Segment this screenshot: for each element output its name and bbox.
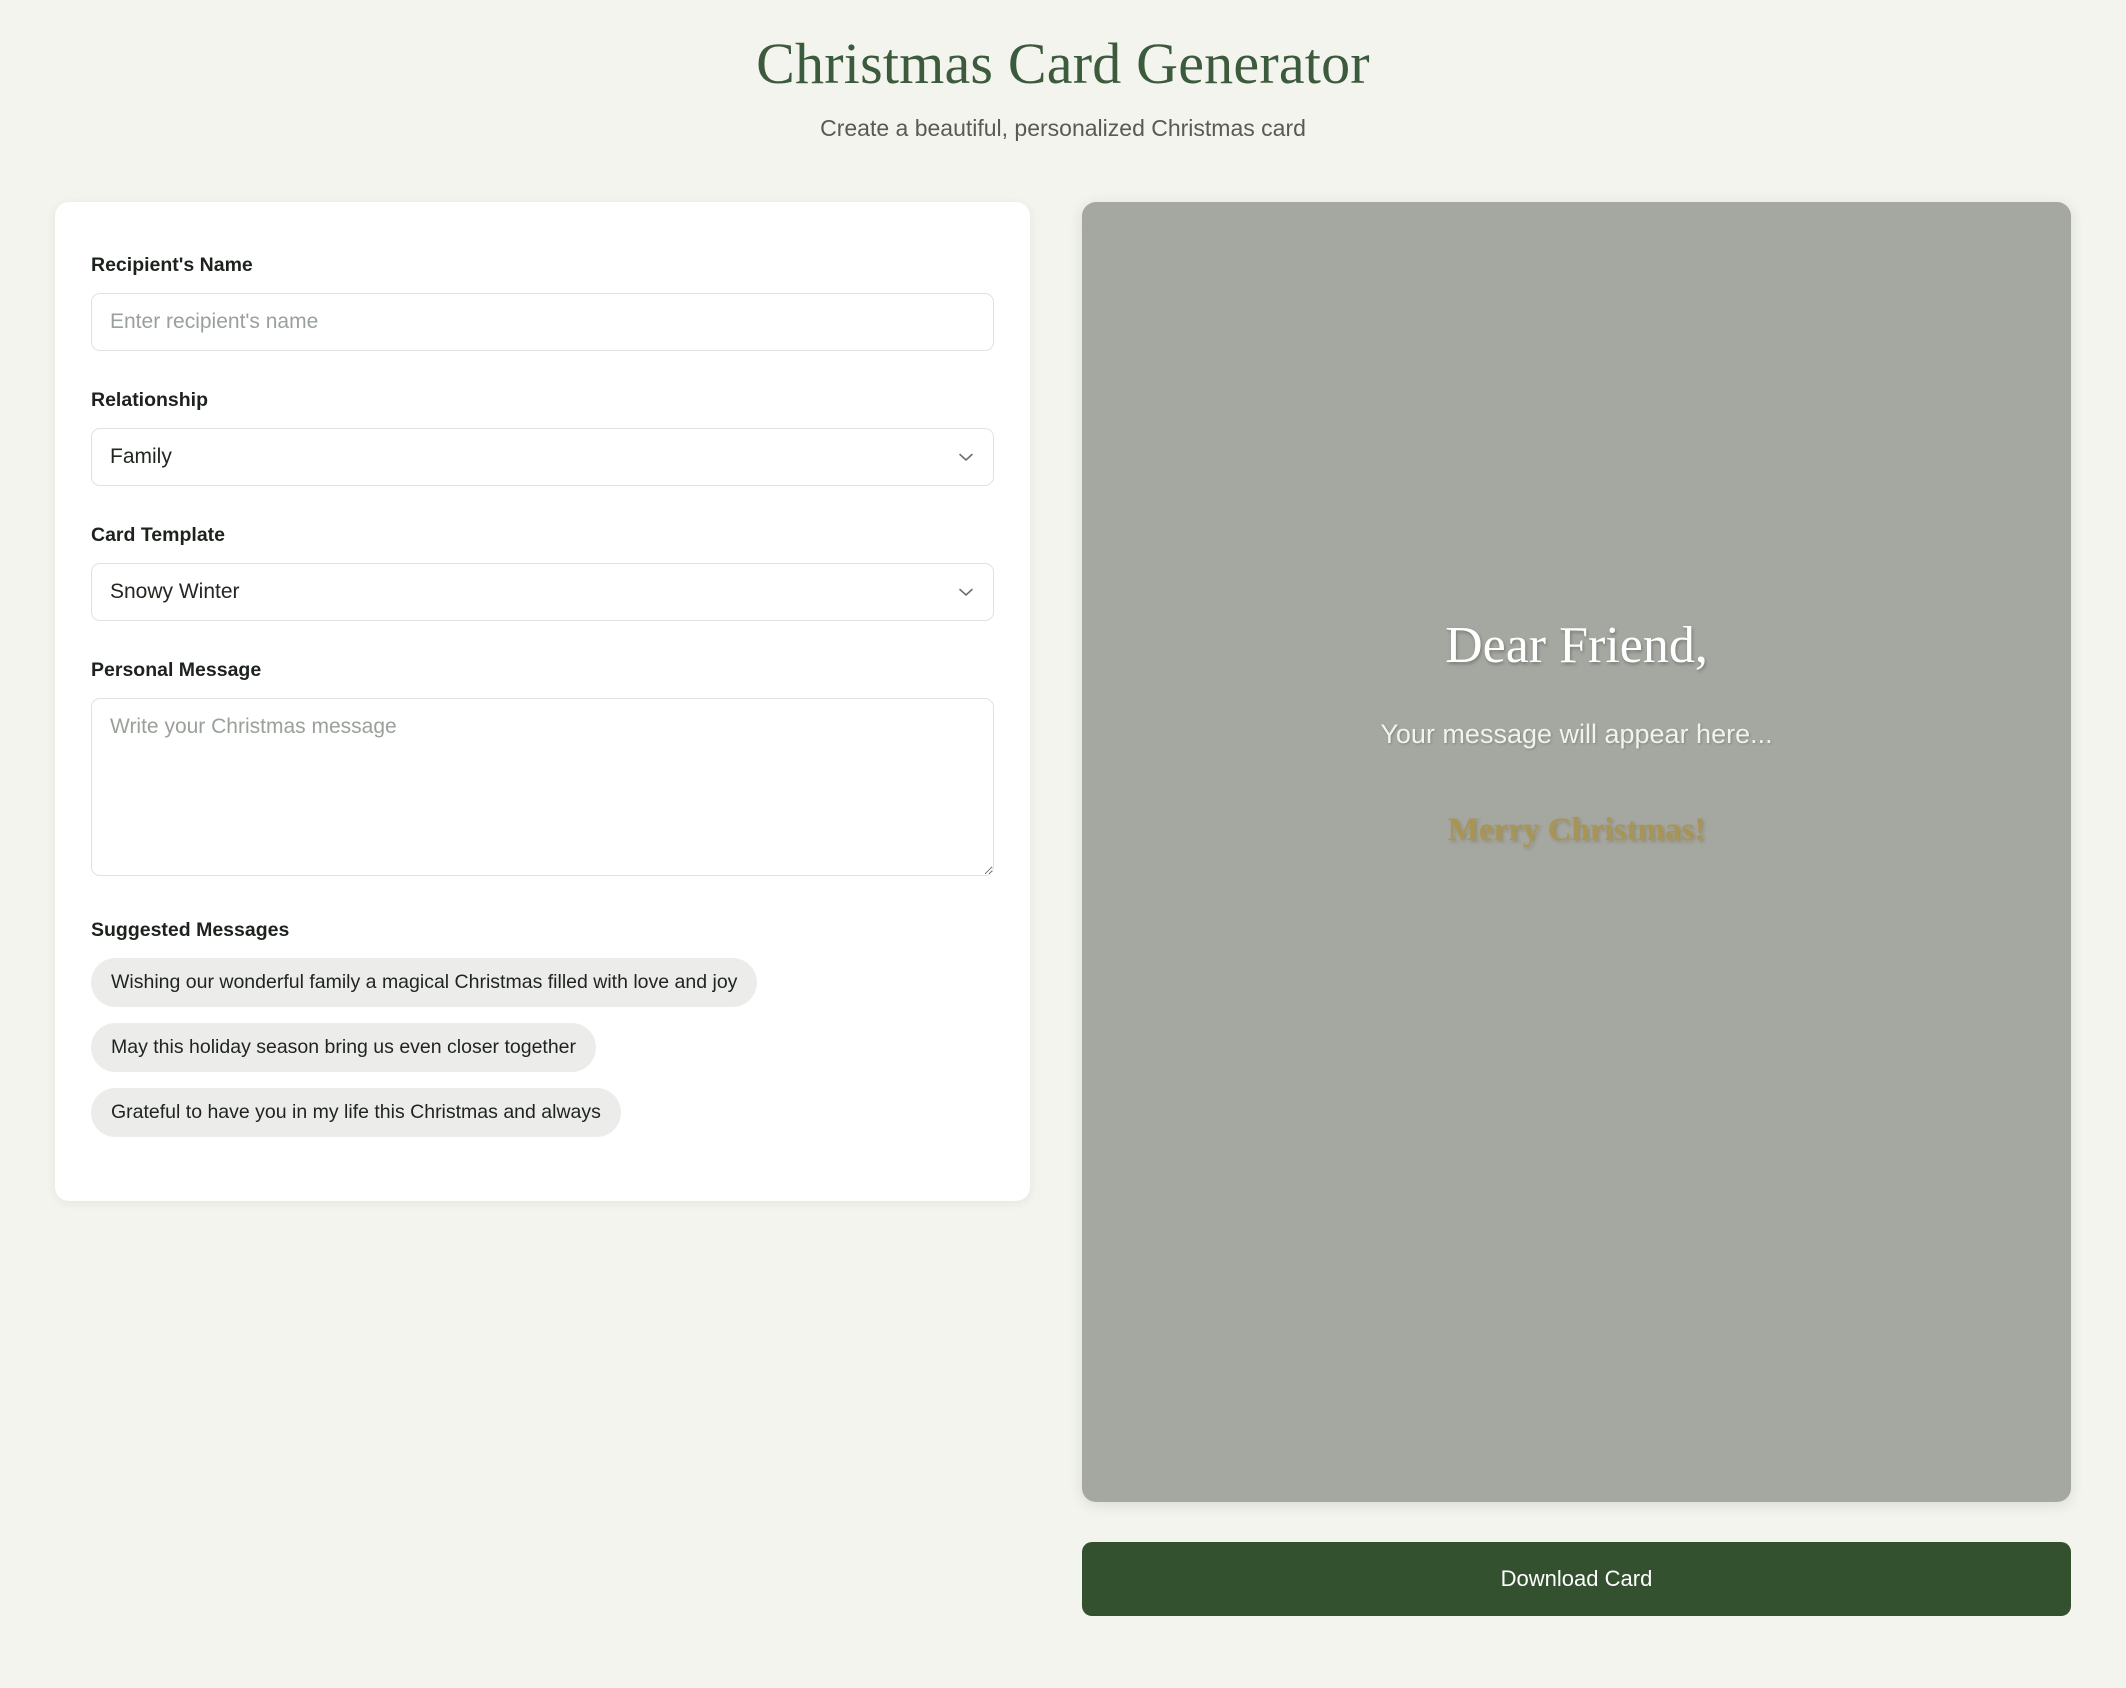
suggested-messages-list bbox=[91, 958, 994, 1153]
recipient-name-label: Recipient's Name bbox=[91, 254, 253, 276]
template-field-group bbox=[91, 524, 994, 621]
card-signoff: Merry Christmas! bbox=[1447, 811, 1706, 848]
page-header bbox=[0, 0, 2126, 142]
recipient-field-group bbox=[91, 254, 994, 351]
card-preview bbox=[1082, 202, 2071, 1502]
card-template-select[interactable] bbox=[91, 563, 994, 621]
card-preview-content bbox=[1082, 616, 2071, 849]
card-template-select-wrapper bbox=[91, 563, 994, 621]
message-field-group bbox=[91, 659, 994, 881]
page-subtitle: Create a beautiful, personalized Christmas card bbox=[820, 115, 1306, 141]
relationship-selected-value: Family bbox=[110, 445, 172, 468]
card-template-label: Card Template bbox=[91, 524, 226, 546]
recipient-name-input[interactable] bbox=[91, 293, 994, 351]
relationship-select-wrapper bbox=[91, 428, 994, 486]
suggestion-row bbox=[91, 958, 994, 1023]
card-form-panel bbox=[55, 202, 1030, 1201]
page-title: Christmas Card Generator bbox=[756, 31, 1370, 96]
suggested-messages-label: Suggested Messages bbox=[91, 919, 290, 941]
personal-message-label: Personal Message bbox=[91, 659, 262, 681]
card-template-selected-value: Snowy Winter bbox=[110, 580, 240, 603]
download-card-button[interactable]: Download Card bbox=[1082, 1542, 2071, 1616]
suggestion-chip[interactable]: Grateful to have you in my life this Christmas and always bbox=[91, 1088, 621, 1137]
card-message: Your message will appear here... bbox=[1380, 718, 1773, 749]
suggested-messages-group bbox=[91, 919, 994, 1153]
relationship-select[interactable] bbox=[91, 428, 994, 486]
suggestion-row bbox=[91, 1023, 994, 1088]
personal-message-textarea[interactable] bbox=[91, 698, 994, 876]
card-preview-column bbox=[1082, 202, 2071, 1616]
suggestion-row bbox=[91, 1088, 994, 1153]
relationship-label: Relationship bbox=[91, 389, 209, 411]
card-greeting: Dear Friend, bbox=[1445, 616, 1708, 674]
suggestion-chip[interactable]: May this holiday season bring us even closer together bbox=[91, 1023, 596, 1072]
suggestion-chip[interactable]: Wishing our wonderful family a magical Christmas filled with love and joy bbox=[91, 958, 757, 1007]
relationship-field-group bbox=[91, 389, 994, 486]
main-layout bbox=[0, 142, 2126, 1616]
